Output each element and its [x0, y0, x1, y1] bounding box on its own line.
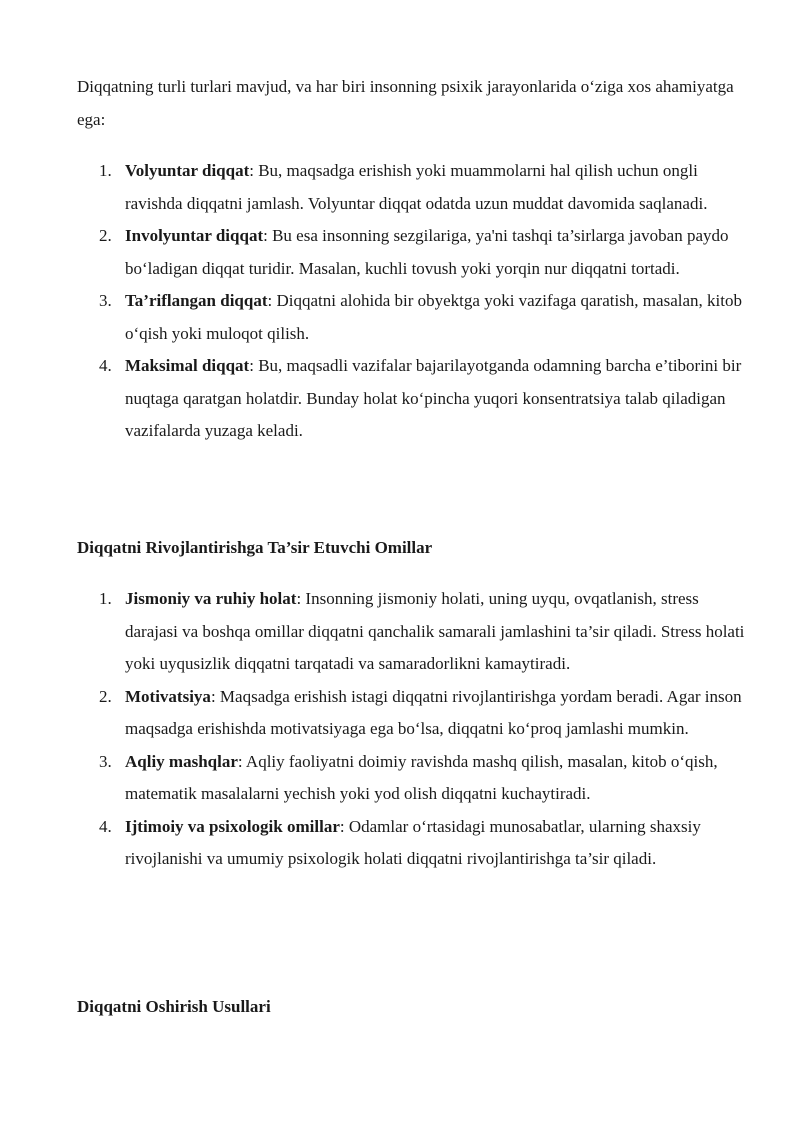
- list-number: 3.: [99, 751, 112, 771]
- list-text: : Maqsadga erishish istagi diqqatni rivojlantirishga yordam beradi. Agar inson maqsadga erishishda motivatsiyaga ega bo‘lsa, diqqatni ko‘proq jamlashi mumkin.: [125, 686, 742, 738]
- list-item: [77, 811, 747, 876]
- list-number: 1.: [99, 161, 112, 180]
- list-item: [77, 746, 747, 811]
- list-number: 1.: [99, 589, 112, 608]
- list-item: [77, 583, 747, 681]
- list-item: [77, 155, 747, 220]
- list-term: Ijtimoiy va psixologik omillar: [125, 816, 340, 836]
- list-number: 4.: [99, 816, 112, 836]
- list-item: [77, 220, 747, 285]
- list-text: : Diqqatni alohida bir obyektga yoki vazifaga qaratish, masalan, kitob o‘qish yoki muloqot qilish.: [125, 291, 742, 343]
- section-heading-methods: Diqqatni Oshirish Usullari: [77, 997, 271, 1016]
- list-number: 2.: [99, 226, 112, 245]
- list-text: : Odamlar o‘rtasidagi munosabatlar, ularning shaxsiy rivojlanishi va umumiy psixologik holati diqqatni rivojlantirishga ta’sir qiladi.: [125, 816, 701, 868]
- list-text: : Aqliy faoliyatni doimiy ravishda mashq qilish, masalan, kitob o‘qish, matematik masalalarni yechish yoki yod olish diqqatni kuchaytiradi.: [125, 751, 718, 803]
- list-term: Volyuntar diqqat: [125, 161, 250, 180]
- section-heading-factors: Diqqatni Rivojlantirishga Ta’sir Etuvchi Omillar: [77, 538, 433, 557]
- list-text: : Insonning jismoniy holati, uning uyqu, ovqatlanish, stress darajasi va boshqa omillar diqqatni qanchalik samarali jamlashini ta’sir qiladi. Stress holati yoki uyqusizlik diqqatni tarqatadi va samaradorlikni kamaytiradi.: [125, 589, 745, 673]
- list-item: [77, 285, 747, 350]
- attention-types-list: [77, 155, 747, 448]
- list-term: Aqliy mashqlar: [125, 751, 238, 771]
- factors-list: [77, 583, 747, 876]
- list-term: Jismoniy va ruhiy holat: [125, 589, 297, 608]
- list-item: [77, 681, 747, 746]
- list-term: Ta’riflangan diqqat: [125, 291, 268, 310]
- list-number: 3.: [99, 291, 112, 310]
- list-term: Maksimal diqqat: [125, 356, 250, 375]
- list-number: 2.: [99, 686, 112, 706]
- list-term: Involyuntar diqqat: [125, 226, 264, 245]
- list-text: : Bu, maqsadli vazifalar bajarilayotganda odamning barcha e’tiborini bir nuqtaga qaratgan holatdir. Bunday holat ko‘pincha yuqori konsentratsiya talab qiladigan vazifalarda yuzaga keladi.: [125, 356, 742, 440]
- list-text: : Bu, maqsadga erishish yoki muammolarni hal qilish uchun ongli ravishda diqqatni jamlash. Volyuntar diqqat odatda uzun muddat davomida saqlanadi.: [125, 161, 708, 213]
- list-item: [77, 350, 747, 448]
- intro-paragraph: Diqqatning turli turlari mavjud, va har biri insonning psixik jarayonlarida o‘ziga xos ahamiyatga ega:: [77, 77, 734, 129]
- list-term: Motivatsiya: [125, 686, 211, 706]
- list-number: 4.: [99, 356, 112, 375]
- list-text: : Bu esa insonning sezgilariga, ya'ni tashqi ta’sirlarga javoban paydo bo‘ladigan diqqat turidir. Masalan, kuchli tovush yoki yorqin nur diqqatni tortadi.: [125, 226, 729, 278]
